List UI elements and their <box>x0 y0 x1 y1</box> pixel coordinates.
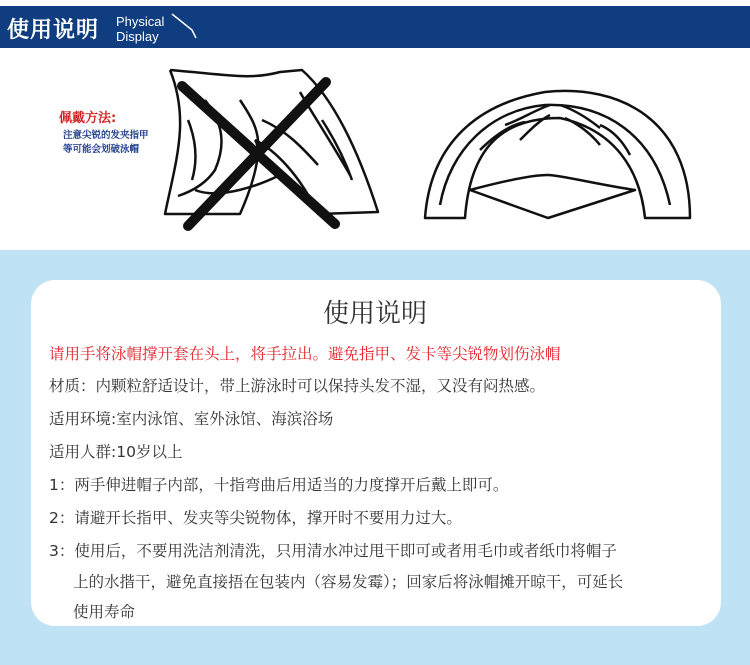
header-decoration <box>0 0 750 60</box>
notice-text: 请用手将泳帽撑开套在头上，将手拉出。避免指甲、发卡等尖锐物划伤泳帽 <box>49 345 561 363</box>
header-subtitle <box>116 14 196 44</box>
environment-text: 适用环境:室内泳馆、室外泳馆、海滨浴场 <box>49 410 334 428</box>
correct-method-illustration <box>425 91 690 218</box>
warning-line1: 注意尖锐的发夹指甲 <box>63 130 149 141</box>
header-title: 使用说明 <box>7 18 100 43</box>
step-3-line3: 使用寿命 <box>73 603 136 621</box>
cross-mark <box>182 82 335 226</box>
step-2: 2：请避开长指甲、发夹等尖锐物体，撑开时不要用力过大。 <box>49 509 462 527</box>
step-1: 1：两手伸进帽子内部，十指弯曲后用适当的力度撑开后戴上即可。 <box>49 476 509 494</box>
step-3-line1: 3：使用后，不要用洗洁剂清洗，只用清水冲过甩干即可或者用毛巾或者纸巾将帽子 <box>49 542 617 560</box>
header-subtitle-line1: Physical <box>116 14 165 29</box>
material-text: 材质：内颗粒舒适设计，带上游泳时可以保持头发不湿，又没有闷热感。 <box>49 377 546 395</box>
warning-title: 佩戴方法: <box>59 111 117 126</box>
header-subtitle-line2: Display <box>116 29 159 44</box>
step-3-line2: 上的水揩干，避免直接捂在包装内（容易发霉）；回家后将泳帽摊开晾干，可延长 <box>73 573 624 591</box>
warning-line2: 等可能会划破泳帽 <box>63 144 140 155</box>
wearing-illustration <box>0 55 750 250</box>
instruction-title: 使用说明 <box>322 299 427 329</box>
audience-text: 适用人群:10岁以上 <box>49 443 183 461</box>
